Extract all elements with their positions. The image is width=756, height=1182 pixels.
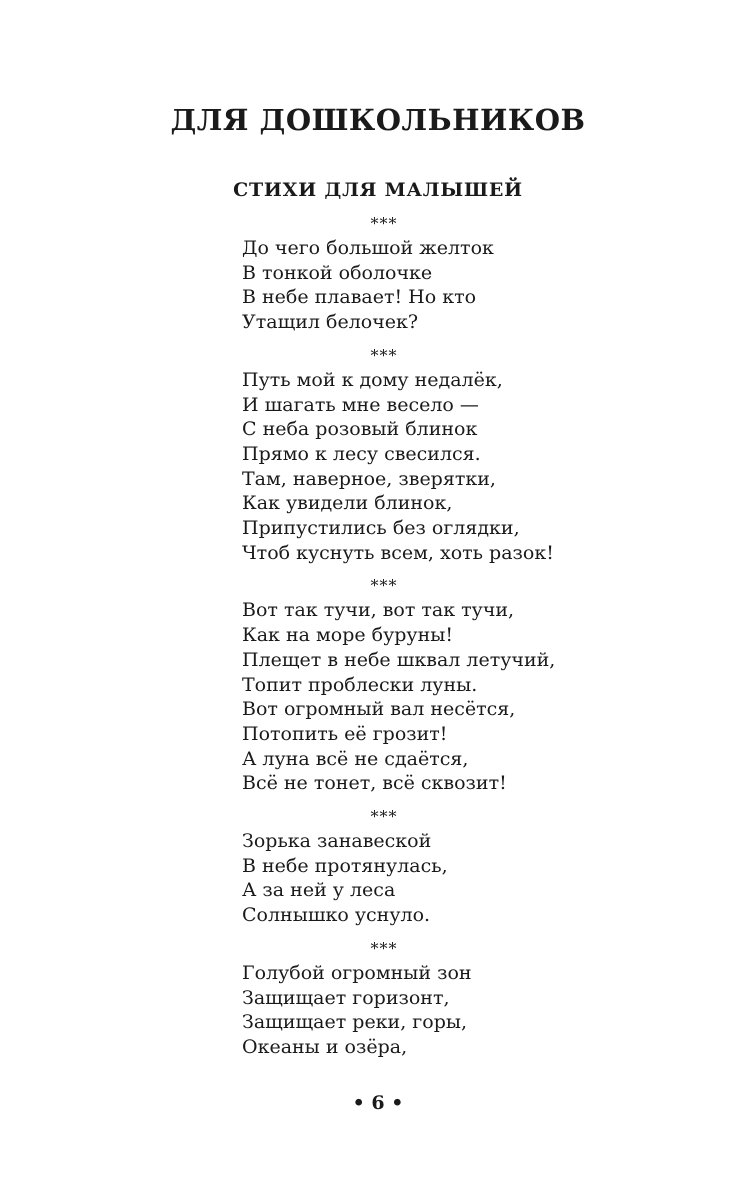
poem-separator: *** (370, 345, 398, 365)
poem-line: Голубой огромный зон (242, 961, 472, 984)
poem-3 (242, 574, 562, 796)
poem-line: Защищает горизонт, (242, 986, 450, 1009)
poem-line: В небе протянулась, (242, 854, 448, 877)
poem-line: Вот огромный вал несётся, (242, 698, 516, 721)
chapter-title: ДЛЯ ДОШКОЛЬНИКОВ (170, 103, 586, 137)
poem-line: Припустились без оглядки, (242, 517, 520, 540)
poem-line: Плещет в небе шквал летучий, (242, 648, 556, 671)
poem-line: Океаны и озёра, (242, 1035, 408, 1058)
poems-container (242, 212, 562, 1069)
poem-line: Там, наверное, зверятки, (242, 467, 496, 490)
poem-line: До чего большой желток (242, 237, 494, 259)
poem-separator: *** (370, 576, 398, 596)
poem-line: И шагать мне весело — (242, 393, 479, 416)
poem-line: Зорька занавеской (242, 830, 432, 853)
poem-line: В тонкой оболочке (242, 261, 433, 284)
poem-line: Прямо к лесу свесился. (242, 442, 481, 465)
poem-1 (242, 212, 562, 335)
page-number: • 6 • (352, 1092, 404, 1114)
poem-line: Солнышко уснуло. (242, 904, 431, 927)
poem-line: Чтоб куснуть всем, хоть разок! (242, 541, 554, 564)
poem-line: Потопить её грозит! (242, 722, 448, 745)
poem-line: Как на море буруны! (242, 624, 454, 647)
poem-line: Утащил белочек? (242, 311, 419, 334)
poem-line: Топит проблески луны. (242, 673, 478, 696)
poem-line: С неба розовый блинок (242, 418, 478, 441)
poem-4 (242, 805, 562, 928)
poem-separator: *** (370, 214, 398, 233)
section-title: СТИХИ ДЛЯ МАЛЫШЕЙ (233, 179, 523, 201)
poem-line: В небе плавает! Но кто (242, 286, 477, 309)
poem-separator: *** (370, 938, 398, 958)
poem-line: Как увидели блинок, (242, 492, 453, 515)
poem-2 (242, 344, 562, 566)
poem-line: Всё не тонет, всё сквозит! (242, 772, 507, 795)
poem-line: Путь мой к дому недалёк, (242, 368, 503, 391)
poem-5 (242, 937, 562, 1060)
poem-line: А за ней у леса (242, 879, 396, 902)
poem-line: А луна всё не сдаётся, (242, 747, 469, 770)
poem-line: Защищает реки, горы, (242, 1011, 468, 1034)
poem-separator: *** (370, 807, 398, 827)
poem-line: Вот так тучи, вот так тучи, (242, 599, 515, 622)
